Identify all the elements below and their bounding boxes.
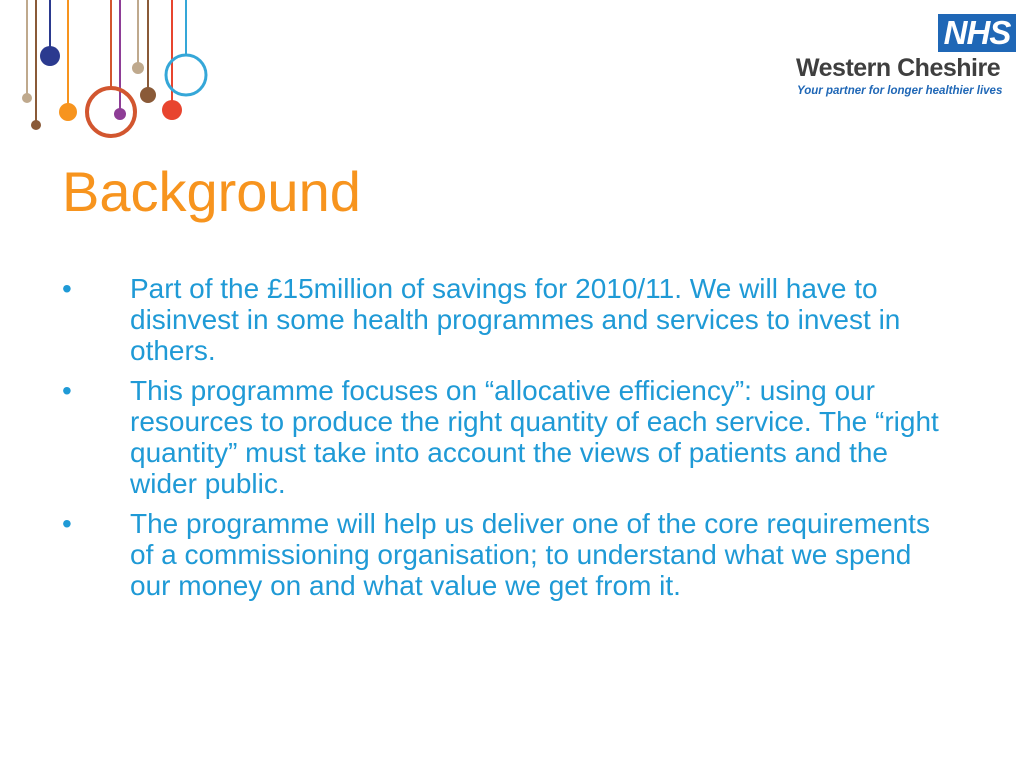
bullet-text: This programme focuses on “allocative efficiency”: using our resources to produce the right quantity of each service. The “right quantity” must take into account the views of patients and the wider public. [130,375,939,499]
bullet-marker: • [62,508,72,539]
nhs-western-cheshire-logo [790,14,1020,104]
organisation-tagline: Your partner for longer healthier lives [797,85,1003,97]
bullet-item [62,375,942,499]
bead-brown-small [31,120,41,130]
bullet-marker: • [62,273,72,304]
bead-red [162,100,182,120]
bullet-text: The programme will help us deliver one of the core requirements of a commissioning organisation; to understand what we spend our money on and what value we get from it. [130,508,930,601]
nhs-badge: NHS [938,14,1016,52]
bead-purple [114,108,126,120]
bullet-text: Part of the £15million of savings for 2010/11. We will have to disinvest in some health programmes and services to invest in others. [130,273,901,366]
bead-orange [59,103,77,121]
hanging-circles-decoration [0,0,220,150]
bead-navy [40,46,60,66]
slide-title: Background [62,160,361,223]
bullet-marker: • [62,375,72,406]
bead-tan [132,62,144,74]
bullet-item [62,508,942,601]
bead-brown [140,87,156,103]
bullet-list [62,273,942,610]
bead-tan-small [22,93,32,103]
ring-rust [87,88,135,136]
organisation-name: Western Cheshire [796,54,1001,82]
bullet-item [62,273,942,366]
